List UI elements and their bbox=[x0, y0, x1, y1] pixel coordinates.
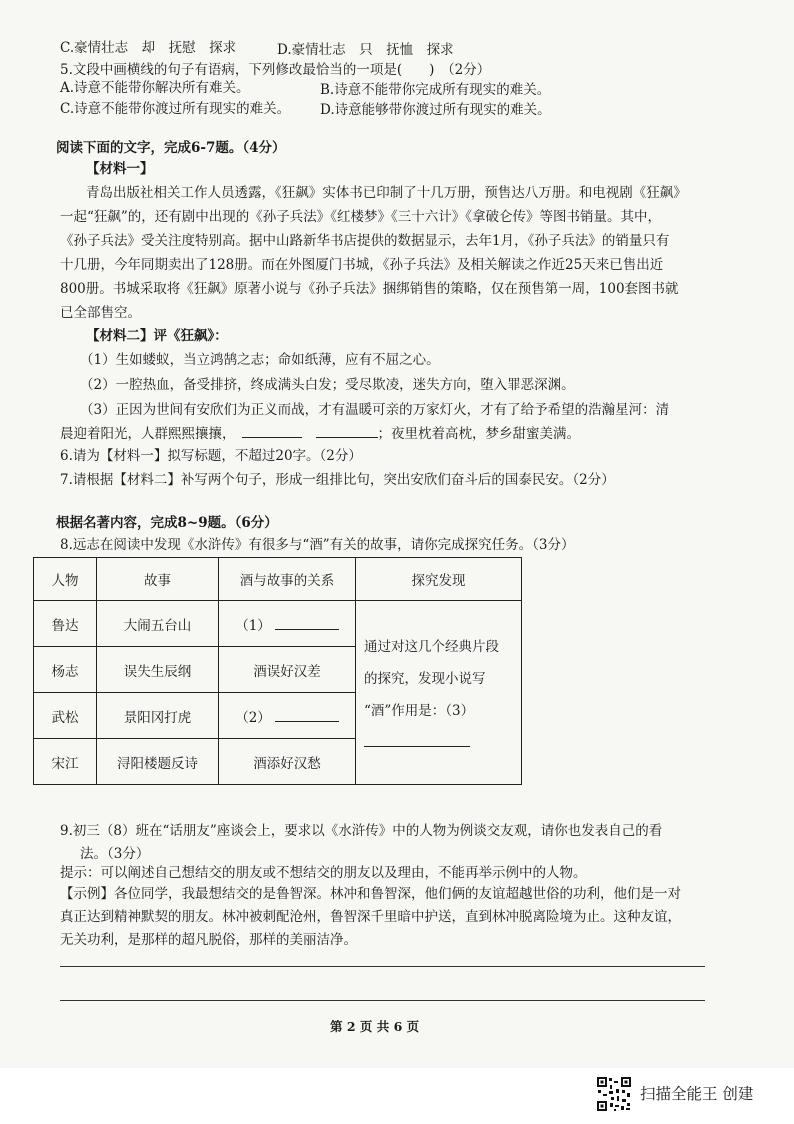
section-6-7-heading: 阅读下面的文字，完成6-7题。（4分） bbox=[56, 140, 286, 156]
q8-stem: 8.远志在阅读中发现《水浒传》有很多与“酒”有关的故事，请你完成探究任务。（3分） bbox=[60, 537, 575, 553]
q5-option-a: A.诗意不能带你解决所有难关。 bbox=[60, 80, 250, 96]
section-8-9-heading: 根据名著内容，完成8~9题。（6分） bbox=[56, 515, 278, 531]
material-2-line-start: 晨迎着阳光，人群熙熙攘攘， bbox=[60, 426, 236, 442]
person-cell: 武松 bbox=[34, 693, 97, 739]
page-number: 第 2 页 共 6 页 bbox=[330, 1019, 420, 1034]
discovery-line: 通过对这几个经典片段 bbox=[364, 638, 499, 655]
answer-blank[interactable] bbox=[242, 424, 302, 438]
q5-stem: 5.文段中画横线的句子有语病，下列修改最恰当的一项是( ) （2分） bbox=[60, 62, 491, 78]
story-cell: 误失生辰纲 bbox=[97, 647, 219, 693]
q9-example-line: 【示例】各位同学，我最想结交的是鲁智深。林冲和鲁智深，他们俩的友谊超越世俗的功利，他们是一对 bbox=[60, 886, 681, 902]
relation-cell[interactable] bbox=[219, 693, 356, 739]
answer-blank[interactable] bbox=[275, 708, 339, 722]
material-1-line: 800册。书城采取将《狂飙》原著小说与《孙子兵法》捆绑销售的策略，仅在预售第一周，100套图书就 bbox=[60, 281, 679, 297]
discovery-line: “酒”作用是：（3） bbox=[364, 702, 475, 719]
q5-option-b: B.诗意不能带你完成所有现实的难关。 bbox=[320, 82, 551, 98]
story-cell: 景阳冈打虎 bbox=[97, 693, 219, 739]
answer-blank[interactable] bbox=[316, 424, 378, 438]
q6-stem: 6.请为【材料一】拟写标题，不超过20字。（2分） bbox=[60, 448, 362, 464]
q9-stem: 9.初三（8）班在“话朋友”座谈会上，要求以《水浒传》中的人物为例谈交友观，请你也发表自己的看 bbox=[60, 823, 663, 839]
material-1-line: 已全部售空。 bbox=[60, 305, 141, 321]
answer-blank[interactable] bbox=[275, 616, 339, 630]
story-cell: 大闹五台山 bbox=[97, 601, 219, 647]
answer-line[interactable] bbox=[60, 966, 705, 967]
q5-option-c: C.诗意不能带你渡过所有现实的难关。 bbox=[60, 101, 291, 117]
material-1-line: 《孙子兵法》受关注度特别高。据中山路新华书店提供的数据显示，去年1月，《孙子兵法》的销量只有 bbox=[60, 233, 670, 249]
table-header: 酒与故事的关系 bbox=[219, 558, 356, 601]
table-header: 故事 bbox=[97, 558, 219, 601]
q4-option-d: D.豪情壮志 只 抚恤 探求 bbox=[277, 42, 454, 58]
material-2-line: （1）生如蝼蚁，当立鸿鹄之志；命如纸薄，应有不屈之心。 bbox=[80, 352, 440, 368]
material-2-line-end: ；夜里枕着高枕，梦乡甜蜜美满。 bbox=[377, 426, 580, 442]
person-cell: 宋江 bbox=[34, 739, 97, 785]
q9-example-line: 真正达到精神默契的朋友。林冲被刺配沧州，鲁智深千里暗中护送，直到林冲脱离险境为止。这种友谊， bbox=[60, 909, 681, 925]
material-2-title: 【材料二】评《狂飙》： bbox=[86, 328, 228, 344]
material-1-line: 青岛出版社相关工作人员透露，《狂飙》实体书已印制了十几万册，预售达八万册。和电视剧《狂飙》 bbox=[86, 185, 687, 201]
material-2-line bbox=[60, 424, 580, 443]
q9-stem-cont: 法。（3分） bbox=[80, 846, 150, 862]
material-1-title: 【材料一】 bbox=[86, 161, 154, 177]
table-header: 探究发现 bbox=[356, 558, 522, 601]
q5-option-d: D.诗意能够带你渡过所有现实的难关。 bbox=[320, 102, 551, 118]
table-header-row bbox=[34, 558, 522, 601]
q9-hint: 提示：可以阐述自己想结交的朋友或不想结交的朋友以及理由，不能再举示例中的人物。 bbox=[60, 865, 587, 881]
q7-stem: 7.请根据【材料二】补写两个句子，形成一组排比句，突出安欣们奋斗后的国泰民安。（2分） bbox=[60, 472, 615, 488]
q8-table bbox=[33, 557, 522, 785]
person-cell: 杨志 bbox=[34, 647, 97, 693]
material-1-line: 十几册，今年同期卖出了128册。而在外图厦门书城，《孙子兵法》及相关解读之作近25天来已售出近 bbox=[60, 257, 664, 273]
answer-line[interactable] bbox=[60, 1000, 705, 1001]
qr-code-icon bbox=[596, 1076, 632, 1112]
scanner-watermark: 扫描全能王 创建 bbox=[640, 1085, 754, 1103]
discovery-line: 的探究，发现小说写 bbox=[364, 670, 486, 687]
discovery-cell[interactable] bbox=[356, 601, 522, 785]
relation-cell: 酒添好汉愁 bbox=[219, 739, 356, 785]
person-cell: 鲁达 bbox=[34, 601, 97, 647]
material-1-line: 一起“狂飙”的，还有剧中出现的《孙子兵法》《红楼梦》《三十六计》《拿破仑传》等图书销量。其中， bbox=[60, 209, 662, 225]
answer-blank[interactable] bbox=[364, 733, 470, 747]
material-2-line: （3）正因为世间有安欣们为正义而战，才有温暖可亲的万家灯火，才有了给予希望的浩瀚星河：清 bbox=[80, 402, 670, 418]
table-header: 人物 bbox=[34, 558, 97, 601]
table-row bbox=[34, 601, 522, 647]
relation-cell[interactable] bbox=[219, 601, 356, 647]
relation-label: （2） bbox=[235, 709, 271, 726]
q4-option-c: C.豪情壮志 却 抚慰 探求 bbox=[60, 40, 237, 56]
material-2-line: （2）一腔热血，备受排挤，终成满头白发；受尽欺凌，迷失方向，堕入罪恶深渊。 bbox=[80, 377, 575, 393]
relation-cell: 酒误好汉差 bbox=[219, 647, 356, 693]
relation-label: （1） bbox=[235, 617, 271, 634]
q9-example-line: 无关功利，是那样的超凡脱俗，那样的美丽洁净。 bbox=[60, 932, 357, 948]
story-cell: 浔阳楼题反诗 bbox=[97, 739, 219, 785]
